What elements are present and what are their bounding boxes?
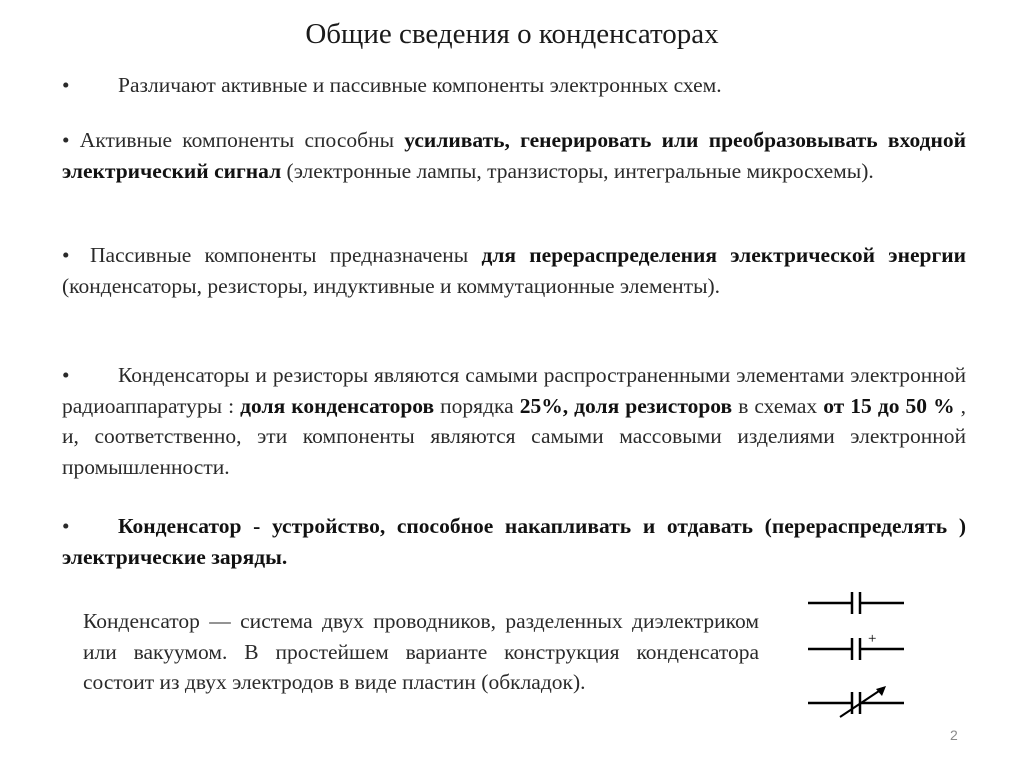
bullet-text: (электронные лампы, транзисторы, интегральные микросхемы). bbox=[281, 158, 874, 183]
capacitor-definition-text: Конденсатор — система двух проводников, разделенных диэлектриком или вакуумом. В простейшем варианте конструкция конденсатора состоит из двух электродов в виде пластин (обкладок). bbox=[83, 609, 759, 694]
page-number: 2 bbox=[950, 727, 958, 743]
bullet-text: Различают активные и пассивные компоненты электронных схем. bbox=[118, 73, 722, 97]
bullet-text: , и, соответственно, эти компоненты являются самыми массовыми изделиями электронной промышленности. bbox=[62, 393, 967, 479]
bullet-marker: • bbox=[62, 128, 70, 152]
bullet-marker: • bbox=[62, 514, 70, 538]
bullet-text: в схемах bbox=[732, 393, 824, 418]
bullet-bold-text: 25%, доля резисторов bbox=[519, 393, 733, 418]
bullet-bold-text: Конденсатор - устройство, способное накапливать и отдавать (перераспределять ) электрические заряды. bbox=[62, 514, 966, 569]
bullet-text: (конденсаторы, резисторы, индуктивные и коммутационные элементы). bbox=[62, 273, 721, 298]
bullet-bold-text: усиливать, генерировать или преобразовывать входной электрический сигнал bbox=[62, 128, 966, 183]
bullet-capacitor-definition bbox=[62, 511, 966, 572]
bullet-text: порядка bbox=[434, 393, 520, 418]
bullet-capacitor-share bbox=[62, 360, 966, 482]
slide-title: Общие сведения о конденсаторах bbox=[305, 18, 719, 50]
bullet-components-types bbox=[62, 70, 966, 101]
bullet-text: Конденсаторы и резисторы являются самыми распространенными элементами электронной радиоаппаратуры : bbox=[62, 363, 966, 418]
capacitor-symbols bbox=[800, 585, 910, 720]
bullet-marker: • bbox=[62, 243, 70, 267]
bullet-bold-text: доля конденсаторов bbox=[240, 393, 435, 418]
bullet-marker: • bbox=[62, 363, 70, 387]
bullet-text: Пассивные компоненты предназначены bbox=[90, 243, 482, 267]
bullet-passive-components bbox=[62, 240, 966, 301]
bullet-bold-text: для перераспределения электрической энергии bbox=[481, 243, 967, 267]
polarity-plus-mark: + bbox=[868, 631, 877, 647]
capacitor-symbol-icon bbox=[808, 592, 904, 614]
bullet-active-components bbox=[62, 125, 966, 186]
variable-capacitor-symbol-icon bbox=[808, 689, 904, 717]
polarized-capacitor-symbol-icon bbox=[808, 638, 904, 660]
bullet-text: Активные компоненты способны bbox=[79, 128, 405, 152]
bullet-bold-text: от 15 до 50 % bbox=[823, 393, 955, 418]
bullet-marker: • bbox=[62, 73, 70, 97]
